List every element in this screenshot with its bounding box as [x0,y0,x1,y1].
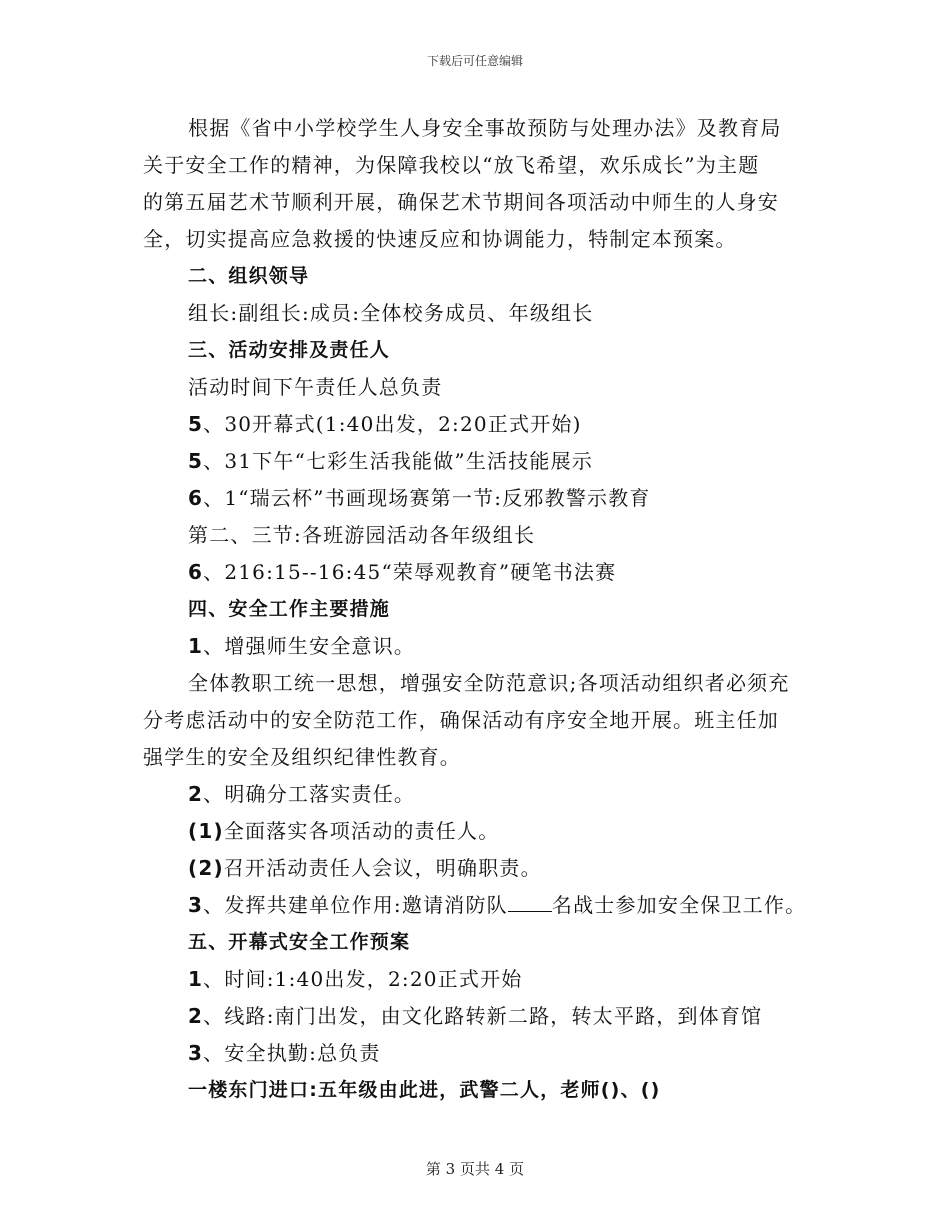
plan-item-number: 2 [188,1004,204,1028]
page-footer: 第 3 页共 4 页 [425,1160,525,1178]
schedule-item-2 [143,443,813,480]
measure-sub-number: (1) [188,819,224,843]
measure-para-line-1: 全体教职工统一思想，增强安全防范意识;各项活动组织者必须充 [188,671,790,695]
measure-sub-number: (2) [188,856,224,880]
schedule-item-number: 5 [188,412,204,436]
measure-item-2 [143,776,813,813]
plan-item-3 [143,1035,813,1072]
measure-sub-1 [143,813,813,850]
measure-item-text: 、增强师生安全意识。 [203,634,416,658]
measure-item-text-after: 名战士参加安全保卫工作。 [551,893,807,917]
plan-item-text: 、线路:南门出发，由文化路转新二路，转太平路，到体育馆 [203,1004,763,1028]
plan-item-text: 、安全执勤:总负责 [203,1041,381,1065]
plan-item-1 [143,961,813,998]
measure-item-number: 2 [188,782,204,806]
section-heading-measures: 四、安全工作主要措施 [188,598,391,620]
schedule-columns: 活动时间下午责任人总负责 [188,375,443,399]
measure-item-3 [143,887,813,924]
schedule-item-1 [143,406,813,443]
schedule-item-text: 、1“瑞云杯”书画现场赛第一节:反邪教警示教育 [203,486,651,510]
measure-item-text-before: 、发挥共建单位作用:邀请消防队 [203,893,508,917]
organization-text: 组长:副组长:成员:全体校务成员、年级组长 [188,301,594,325]
intro-line-3: 的第五届艺术节顺利开展，确保艺术节期间各项活动中师生的人身安 [143,190,779,214]
intro-line-2: 关于安全工作的精神，为保障我校以“放飞希望，欢乐成长”为主题 [143,153,760,177]
schedule-item-4 [143,554,813,591]
measure-sub-text: 全面落实各项活动的责任人。 [223,819,500,843]
intro-line-4: 全，切实提高应急救援的快速反应和协调能力，特制定本预案。 [143,227,737,251]
measure-sub-2 [143,850,813,887]
plan-item-number: 1 [188,967,204,991]
measure-item-number: 1 [188,634,204,658]
schedule-item-text: 、31下午“七彩生活我能做”生活技能展示 [203,449,594,473]
measure-sub-text: 召开活动责任人会议，明确职责。 [223,856,542,880]
schedule-item-text: 、30开幕式(1:40出发，2:20正式开始) [203,412,582,436]
schedule-item-3 [143,480,813,517]
measure-para-line-3: 强学生的安全及组织纪律性教育。 [143,745,461,769]
schedule-item-number: 6 [188,560,204,584]
section-heading-opening-plan: 五、开幕式安全工作预案 [188,931,411,953]
page-header: 下载后可任意编辑 [426,54,523,68]
plan-entrance-line: 一楼东门进口:五年级由此进，武警二人，老师()、() [188,1079,661,1101]
plan-item-text: 、时间:1:40出发，2:20正式开始 [203,967,523,991]
section-heading-organization: 二、组织领导 [188,265,310,287]
measure-item-1 [143,628,813,665]
intro-line-1: 根据《省中小学校学生人身安全事故预防与处理办法》及教育局 [188,116,782,140]
measure-item-number: 3 [188,893,204,917]
section-heading-schedule: 三、活动安排及责任人 [188,339,391,361]
plan-item-number: 3 [188,1041,204,1065]
plan-item-2 [143,998,813,1035]
schedule-sub: 第二、三节:各班游园活动各年级组长 [188,523,536,547]
fill-in-blank [508,893,552,912]
schedule-item-text: 、216:15--16:45“荣辱观教育”硬笔书法赛 [203,560,617,584]
schedule-item-number: 5 [188,449,204,473]
document-body [143,110,813,1109]
measure-para-line-2: 分考虑活动中的安全防范工作，确保活动有序安全地开展。班主任加 [143,708,779,732]
schedule-item-number: 6 [188,486,204,510]
measure-item-text: 、明确分工落实责任。 [203,782,416,806]
